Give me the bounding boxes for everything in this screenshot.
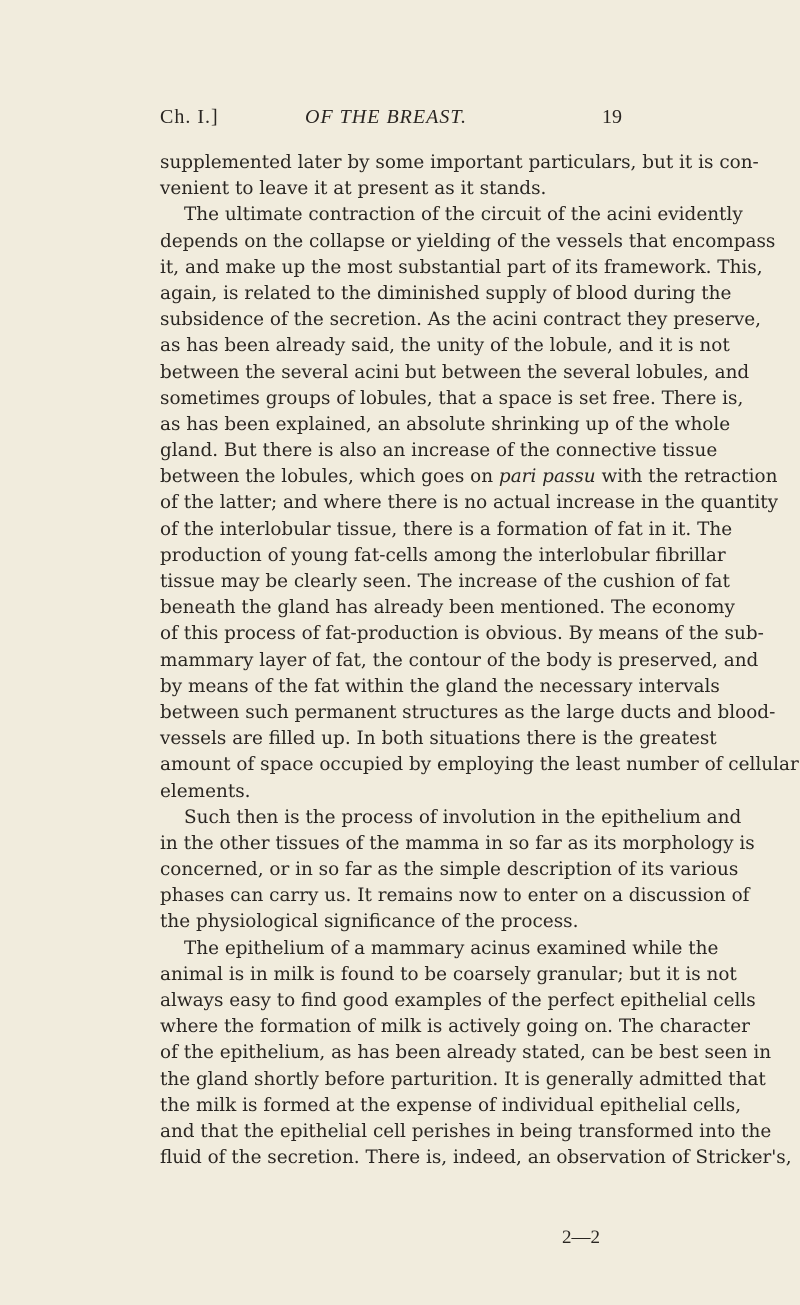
text-line: by means of the fat within the gland the necessary intervals	[160, 675, 720, 697]
italic-phrase: pari passu	[498, 466, 596, 488]
text-line: subsidence of the secretion. As the acini contract they preserve,	[160, 309, 761, 331]
text-line: concerned, or in so far as the simple description of its various	[160, 859, 739, 881]
text-line: it, and make up the most substantial part of its framework. This,	[160, 256, 763, 278]
text-line: sometimes groups of lobules, that a space is set free. There is,	[160, 387, 744, 409]
running-title: OF THE BREAST.	[305, 106, 467, 128]
text-line: gland. But there is also an increase of the connective tissue	[160, 440, 718, 462]
text-line: of the interlobular tissue, there is a formation of fat in it. The	[160, 518, 733, 540]
text-line: depends on the collapse or yielding of the vessels that encompass	[160, 230, 776, 252]
paragraph-start-line: The epithelium of a mammary acinus examined while the	[184, 937, 719, 959]
text-line: between such permanent structures as the large ducts and blood-	[160, 701, 776, 723]
chapter-label: Ch. I.]	[160, 106, 219, 128]
text-line: between the several acini but between the several lobules, and	[160, 361, 750, 383]
text-line: beneath the gland has already been mentioned. The economy	[160, 597, 735, 619]
text-line: again, is related to the diminished supply of blood during the	[160, 282, 732, 304]
text-line: as has been explained, an absolute shrinking up of the whole	[160, 413, 731, 435]
text-fragment: with the retraction	[595, 466, 778, 488]
signature-mark: 2—2	[562, 1227, 600, 1248]
text-line: in the other tissues of the mamma in so far as its morphology is	[160, 832, 755, 854]
page-number: 19	[602, 106, 622, 128]
text-line: of the epithelium, as has been already stated, can be best seen in	[160, 1042, 772, 1064]
text-line: as has been already said, the unity of the lobule, and it is not	[160, 335, 730, 357]
text-line: always easy to find good examples of the perfect epithelial cells	[160, 990, 756, 1011]
text-line: and that the epithelial cell perishes in being transformed into the	[160, 1120, 772, 1142]
text-line: supplemented later by some important particulars, but it is con-	[160, 152, 759, 173]
text-line: tissue may be clearly seen. The increase of the cushion of fat	[160, 571, 730, 592]
running-head	[160, 106, 622, 134]
text-line: animal is in milk is found to be coarsely granular; but it is not	[160, 963, 737, 985]
body-text	[160, 150, 799, 1171]
text-line: fluid of the secretion. There is, indeed, an observation of Stricker's,	[160, 1147, 792, 1169]
text-line: mammary layer of fat, the contour of the body is preserved, and	[160, 649, 759, 671]
paragraph-start-line: Such then is the process of involution in the epithelium and	[184, 806, 742, 828]
text-line: amount of space occupied by employing the least number of cellular	[160, 754, 799, 776]
text-line: vessels are filled up. In both situations there is the greatest	[160, 728, 717, 750]
text-line: of this process of fat-production is obvious. By means of the sub-	[160, 623, 764, 645]
text-line: production of young fat-cells among the interlobular fibrillar	[160, 544, 726, 566]
text-line: phases can carry us. It remains now to enter on a discussion of	[160, 885, 750, 907]
text-line: the gland shortly before parturition. It is generally admitted that	[160, 1068, 766, 1090]
text-line: where the formation of milk is actively going on. The character	[160, 1016, 750, 1038]
text-line: the milk is formed at the expense of individual epithelial cells,	[160, 1094, 742, 1116]
text-line: venient to leave it at present as it stands.	[160, 178, 547, 200]
text-line: the physiological significance of the process.	[160, 911, 579, 933]
text-line: of the latter; and where there is no actual increase in the quantity	[160, 492, 779, 514]
text-fragment: between the lobules, which goes on	[160, 466, 499, 488]
text-line-with-italic	[160, 464, 778, 490]
paragraph-start-line: The ultimate contraction of the circuit of the acini evidently	[184, 204, 743, 226]
text-line: elements.	[160, 780, 251, 802]
